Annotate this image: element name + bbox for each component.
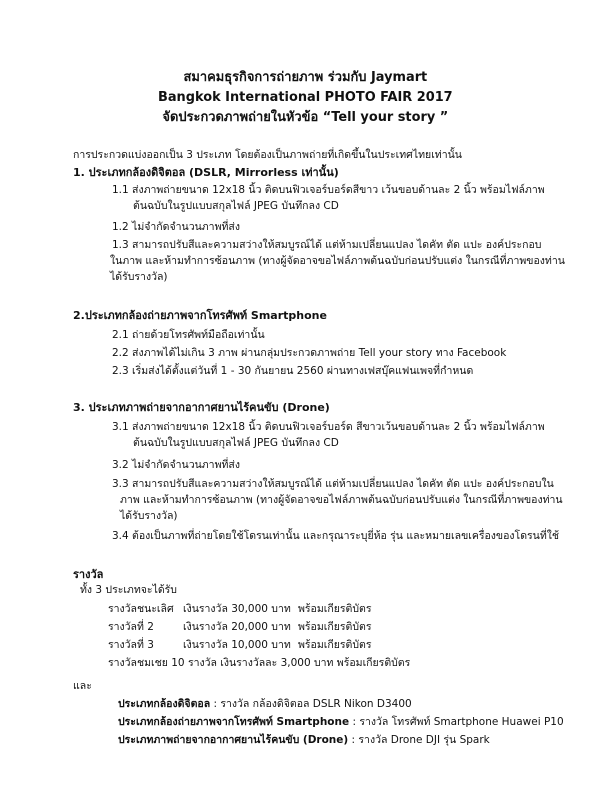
section3-rule1-line2: ต้นฉบับในรูปแบบสกุลไฟล์ JPEG บันทึกลง CD xyxy=(133,437,339,449)
section2-title: 2.ประเภทกล้องถ่ายภาพจากโทรศัพท์ Smartphone xyxy=(73,309,327,322)
awards-subtitle: ทั้ง 3 ประเภทจะได้รับ xyxy=(80,584,177,596)
section1-rule3-line3: ได้รับรางวัล) xyxy=(110,271,168,283)
header-contest-topic: จัดประกวดภาพถ่ายในหัวข้อ “Tell your story ” xyxy=(162,110,449,125)
award-certificate: พร้อมเกียรติบัตร xyxy=(298,639,372,651)
award-certificate: พร้อมเกียรติบัตร xyxy=(298,603,372,615)
section1-title: 1. ประเภทกล้องดิจิตอล (DSLR, Mirrorless เท่านั้น) xyxy=(73,166,339,179)
section2-rule2: 2.2 ส่งภาพได้ไม่เกิน 3 ภาพ ผ่านกลุ่มประกวดภาพถ่าย Tell your story ทาง Facebook xyxy=(112,347,507,359)
award-honorable-mention: รางวัลชมเชย 10 รางวัล เงินรางวัลละ 3,000 บาท พร้อมเกียรติบัตร xyxy=(108,657,411,669)
section3-rule4: 3.4 ต้องเป็นภาพที่ถ่ายโดยใช้โดรนเท่านั้น และกรุณาระบุยี่ห้อ รุ่น และหมายเลขเครื่องของโดรนที่ใช้ xyxy=(112,530,559,542)
awards-and: และ xyxy=(73,680,92,692)
award-row xyxy=(108,620,371,635)
special-prize-row xyxy=(118,733,490,748)
award-certificate: พร้อมเกียรติบัตร xyxy=(298,621,372,633)
special-prize-row xyxy=(118,715,564,730)
section3-rule3-line1: 3.3 สามารถปรับสีและความสว่างให้สมบูรณ์ได้ แต่ห้ามเปลี่ยนแปลง ไดคัท ตัด แปะ องค์ประกอบใน xyxy=(112,478,554,490)
award-row xyxy=(108,602,371,617)
section1-rule3-line2: ในภาพ และห้ามทำการซ้อนภาพ (ทางผู้จัดอาจขอไฟล์ภาพต้นฉบับก่อนปรับแต่ง ในกรณีที่ภาพของท่าน xyxy=(110,255,565,267)
award-money: เงินรางวัล 10,000 บาท xyxy=(183,639,291,651)
intro-text: การประกวดแบ่งออกเป็น 3 ประเภท โดยต้องเป็นภาพถ่ายที่เกิดขึ้นในประเทศไทยเท่านั้น xyxy=(73,149,462,161)
header-event-name: Bangkok International PHOTO FAIR 2017 xyxy=(158,90,453,105)
award-money: เงินรางวัล 20,000 บาท xyxy=(183,621,291,633)
award-row xyxy=(108,638,371,653)
award-money: เงินรางวัล 30,000 บาท xyxy=(183,603,291,615)
special-prize-category: ประเภทกล้องดิจิตอล xyxy=(118,698,211,710)
section1-rule3-line1: 1.3 สามารถปรับสีและความสว่างให้สมบูรณ์ได้ แต่ห้ามเปลี่ยนแปลง ไดคัท ตัด แปะ องค์ประกอบ xyxy=(112,239,542,251)
section2-rule3: 2.3 เริ่มส่งได้ตั้งแต่วันที่ 1 - 30 กันยายน 2560 ผ่านทางเฟสบุ๊คแฟนเพจที่กำหนด xyxy=(112,365,474,377)
special-prize-item: : รางวัล กล้องดิจิตอล DSLR Nikon D3400 xyxy=(210,698,412,710)
awards-title: รางวัล xyxy=(73,568,104,581)
special-prize-item: : รางวัล Drone DJI รุ่น Spark xyxy=(348,734,490,746)
section3-rule3-line3: ได้รับรางวัล) xyxy=(120,510,178,522)
section1-rule2: 1.2 ไม่จำกัดจำนวนภาพที่ส่ง xyxy=(112,221,240,233)
section3-rule1-line1: 3.1 ส่งภาพถ่ายขนาด 12x18 นิ้ว ติดบนฟิวเจอร์บอร์ด สีขาวเว้นขอบด้านละ 2 นิ้ว พร้อมไฟล์ภาพ xyxy=(112,421,545,433)
section1-rule1-line1: 1.1 ส่งภาพถ่ายขนาด 12x18 นิ้ว ติดบนฟิวเจอร์บอร์ดสีขาว เว้นขอบด้านละ 2 นิ้ว พร้อมไฟล์ภาพ xyxy=(112,184,545,196)
special-prize-category: ประเภทกล้องถ่ายภาพจากโทรศัพท์ Smartphone xyxy=(118,716,350,728)
section3-title: 3. ประเภทภาพถ่ายจากอากาศยานไร้คนขับ (Drone) xyxy=(73,401,330,414)
award-name: รางวัลชนะเลิศ xyxy=(108,603,174,615)
special-prize-category: ประเภทภาพถ่ายจากอากาศยานไร้คนขับ (Drone) xyxy=(118,734,349,746)
section2-rule1: 2.1 ถ่ายด้วยโทรศัพท์มือถือเท่านั้น xyxy=(112,329,265,341)
header-organizers: สมาคมธุรกิจการถ่ายภาพ ร่วมกับ Jaymart xyxy=(183,70,428,85)
section3-rule2: 3.2 ไม่จำกัดจำนวนภาพที่ส่ง xyxy=(112,459,240,471)
special-prize-row xyxy=(118,697,412,712)
section3-rule3-line2: ภาพ และห้ามทำการซ้อนภาพ (ทางผู้จัดอาจขอไฟล์ภาพต้นฉบับก่อนปรับแต่ง ในกรณีที่ภาพของท่าน xyxy=(120,494,563,506)
award-name: รางวัลที่ 3 xyxy=(108,639,154,651)
award-name: รางวัลที่ 2 xyxy=(108,621,154,633)
section1-rule1-line2: ต้นฉบับในรูปแบบสกุลไฟล์ JPEG บันทึกลง CD xyxy=(133,200,339,212)
special-prize-item: : รางวัล โทรศัพท์ Smartphone Huawei P10 xyxy=(349,716,564,728)
